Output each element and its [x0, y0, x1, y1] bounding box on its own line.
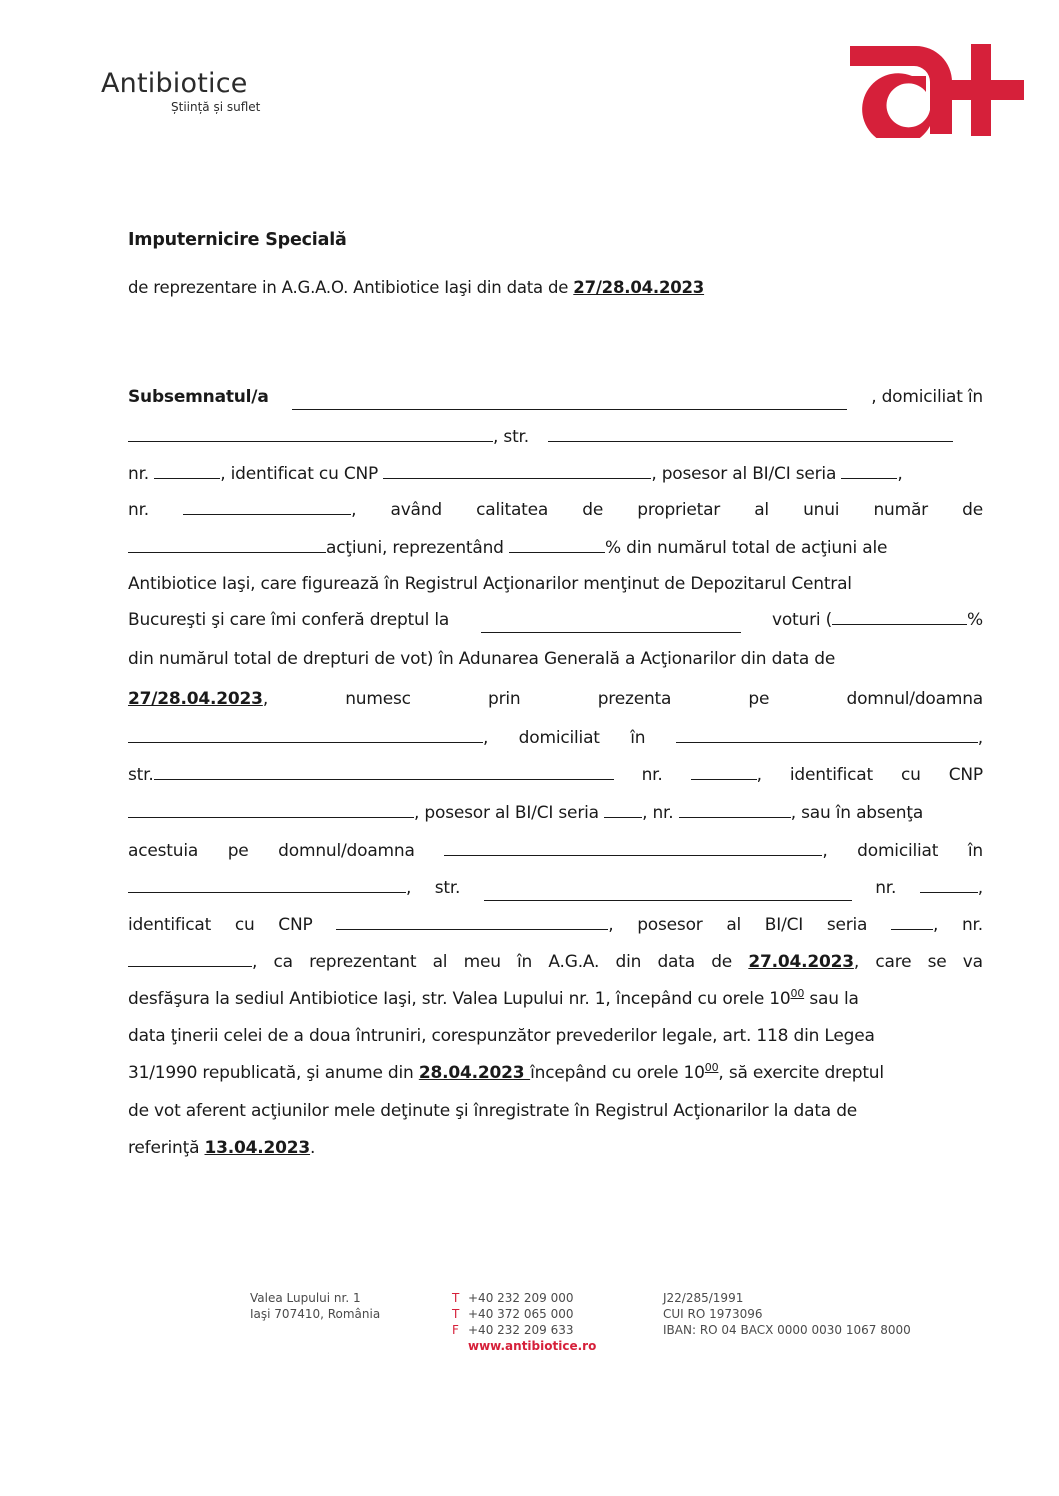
a-plus-logo-icon	[846, 40, 1026, 138]
form-line-17: desfăşura la sediul Antibiotice Iaşi, str. Valea Lupului nr. 1, începând cu orele $10^{00}$ sau la	[128, 987, 859, 1009]
representative-domicile-field[interactable]	[676, 724, 978, 743]
street-field[interactable]	[548, 423, 953, 442]
representative-cnp-field[interactable]	[128, 799, 414, 818]
document-title: Imputernicire Specială	[128, 230, 347, 250]
form-line-19: 31/1990 republicată, şi anume din 28.04.2023 începând cu orele $10^{00}$, să exercite dreptul	[128, 1061, 884, 1083]
company-logo	[101, 68, 260, 114]
form-line-13: acestuia pe domnul/doamna , domiciliat în	[128, 838, 983, 864]
name-field[interactable]	[292, 391, 847, 410]
footer-registry: J22/285/1991 CUI RO 1973096 IBAN: RO 04 BACX 0000 0030 1067 8000	[663, 1291, 911, 1337]
form-line-14: , str. nr. ,	[128, 875, 983, 901]
substitute-street-field[interactable]	[484, 882, 852, 901]
form-line-18: data ţinerii celei de a doua întruniri, corespunzător prevederilor legale, art. 118 din Legea	[128, 1026, 875, 1046]
substitute-number-field[interactable]	[920, 874, 978, 893]
form-line-20: de vot aferent acţiunilor mele deţinute şi înregistrate în Registrul Acţionarilor la data de	[128, 1101, 858, 1121]
footer-contacts: T +40 232 209 000 T +40 372 065 000 F +40 232 209 633 www.antibiotice.ro	[452, 1291, 597, 1353]
form-line-3: nr. , identificat cu CNP , posesor al BI/CI seria ,	[128, 460, 983, 486]
representative-id-series-field[interactable]	[604, 799, 642, 818]
form-line-11: str. nr. , identificat cu CNP	[128, 762, 983, 788]
form-line-12: , posesor al BI/CI seria , nr. , sau în absenţa	[128, 799, 983, 825]
company-name: Antibiotice	[101, 68, 248, 99]
votes-percent-field[interactable]	[832, 606, 967, 625]
footer-address: Valea Lupului nr. 1 Iaşi 707410, România	[250, 1291, 381, 1321]
number-field[interactable]	[154, 460, 220, 479]
form-line-7: Bucureşti şi care îmi conferă dreptul la voturi ( %	[128, 607, 983, 633]
representative-id-number-field[interactable]	[679, 799, 791, 818]
domicile-field[interactable]	[128, 423, 493, 442]
form-line-21: referinţă 13.04.2023.	[128, 1138, 316, 1158]
form-line-10: , domiciliat în ,	[128, 725, 983, 751]
shares-count-field[interactable]	[128, 534, 326, 553]
company-tagline: Știință și suflet	[171, 100, 261, 114]
substitute-id-series-field[interactable]	[891, 911, 933, 930]
form-line-16: , ca reprezentant al meu în A.G.A. din data de 27.04.2023, care se va	[128, 949, 983, 975]
document-subtitle: de reprezentare in A.G.A.O. Antibiotice Iaşi din data de 27/28.04.2023	[128, 278, 705, 297]
representative-name-field[interactable]	[128, 724, 483, 743]
website-link[interactable]: www.antibiotice.ro	[468, 1339, 597, 1353]
shares-percent-field[interactable]	[509, 534, 605, 553]
id-series-field[interactable]	[841, 460, 897, 479]
cnp-field[interactable]	[383, 460, 651, 479]
substitute-cnp-field[interactable]	[336, 911, 608, 930]
form-line-15: identificat cu CNP , posesor al BI/CI seria , nr.	[128, 912, 983, 938]
form-line-9: 27/28.04.2023, numesc prin prezenta pe domnul/doamna	[128, 689, 983, 709]
substitute-id-number-field[interactable]	[128, 948, 252, 967]
votes-count-field[interactable]	[481, 614, 741, 633]
substitute-name-field[interactable]	[444, 837, 822, 856]
form-line-8: din numărul total de drepturi de vot) în Adunarea Generală a Acţionarilor din data de	[128, 649, 836, 669]
substitute-domicile-field[interactable]	[128, 874, 406, 893]
representative-number-field[interactable]	[691, 761, 757, 780]
form-line-1: Subsemnatul/a , domiciliat în	[128, 384, 983, 410]
representative-street-field[interactable]	[154, 761, 614, 780]
id-number-field[interactable]	[183, 496, 351, 515]
form-line-6: Antibiotice Iaşi, care figurează în Registrul Acţionarilor menţinut de Depozitarul Central	[128, 574, 852, 594]
meeting-date: 27/28.04.2023	[573, 278, 705, 297]
form-line-5: acţiuni, reprezentând % din numărul total de acţiuni ale	[128, 534, 983, 560]
form-line-4: nr. , având calitatea de proprietar al unui număr de	[128, 497, 983, 523]
form-line-2: , str.	[128, 423, 983, 449]
